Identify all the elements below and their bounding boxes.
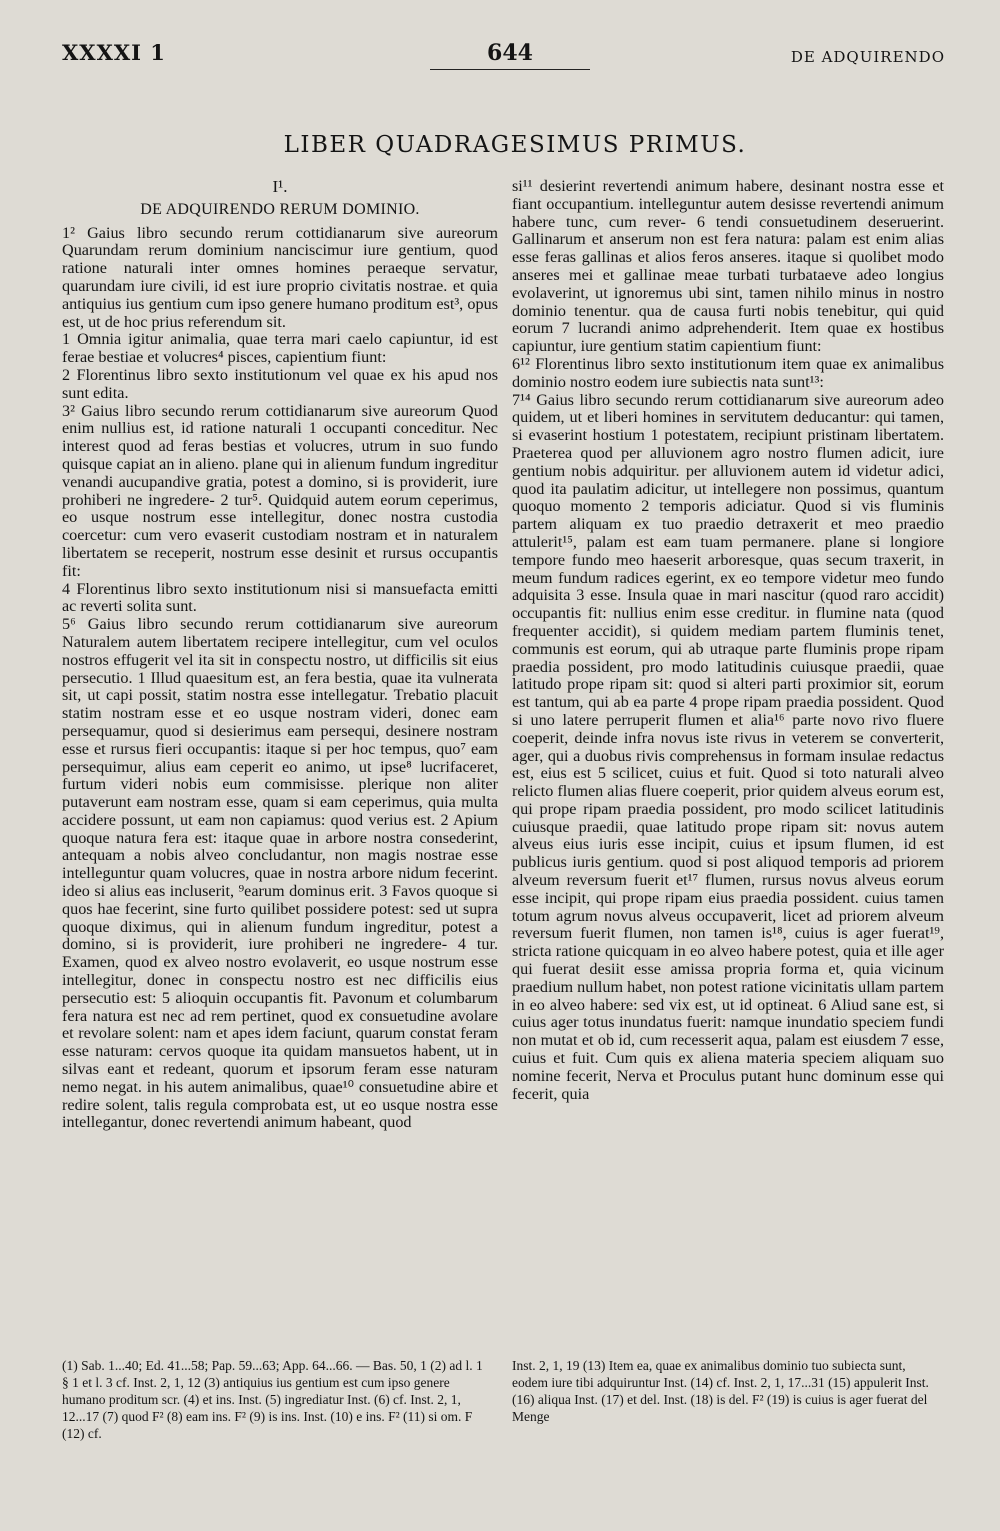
- title-heading: DE ADQUIRENDO RERUM DOMINIO.: [140, 200, 420, 218]
- paragraph: 4 Florentinus libro sexto institutionum nisi si mansuefacta emitti ac reverti solita sunt.: [62, 579, 498, 616]
- header-rule: [430, 69, 590, 70]
- paragraph: 5⁶ Gaius libro secundo rerum cottidianarum sive aureorum Naturalem autem libertatem recipere intellegitur, cum vel oculos nostros effugerit vel ita sit in conspectu nostro, ut difficilis sit eius persecutio. 1 Illud quaesitum est, an fera bestia, quae ita vulnerata sit, ut capi possit, statim nostra esse intellegatur. Trebatio placuit statim nostram esse et eo usque nostram videri, donec eam persequamur, quod si desierimus eam persequi, desinere nostram esse et rursus fieri occupantis: itaque si per hoc tempus, quo⁷ eam persequimur, alius eam ceperit eo animo, ut ipse⁸ lucrifaceret, furtum videri nobis eum commisisse. plerique non aliter putaverunt eam nostram esse, quam si eam ceperimus, quia multa accidere possunt, ut eam non capiamus: quod verius est. 2 Apium quoque natura fera est: itaque quae in arbore nostra consederint, antequam a nobis alveo concludantur, non magis nostrae esse intelleguntur quam volucres, quae in nostra arbore nidum fecerint. ideo si alius eas incluserit, ⁹earum dominus erit. 3 Favos quoque si quos hae fecerint, sine furto quilibet possidere potest: sed ut supra quoque diximus, qui in alienum fundum ingreditur, potest a domino, si is providerit, iure prohiberi ne ingredere- 4 tur. Examen, quod ex alveo nostro evolaverit, eo usque nostrum esse intellegitur, donec in conspectu nostro est nec difficilis eius persecutio est: 5 alioquin occupantis fit. Pavonum et columbarum fera natura est nec ad rem pertinet, quod ex consuetudine avolare et revolare solent: nam et apes idem faciunt, quarum constat feram esse naturam: cervos quoque ita quidam mansuetos habent, ut in silvas eant et redeant, quorum et ipsorum feram esse naturam nemo negat. in his autem animalibus, quae¹⁰ consuetudine abire et redire solent, talis regula comprobata est, ut eo usque nostra esse intellegantur, donec revertendi animum habeant, quod: [62, 615, 498, 1132]
- paragraph: si¹¹ desierint revertendi animum habere, desinant nostra esse et fiant occupantium. intelleguntur autem desisse revertendi animum habere tunc, cum rever- 6 tendi consuetudinem deseruerint. Gallinarum et anserum non est fera natura: palam est enim alias esse feras gallinas et alios feros anseres. itaque si quolibet modo anseres mei et gallinae meae turbati turbataeve adeo longius evolaverint, ut ignoremus ubi sint, tamen nihilo minus in nostro dominio tenentur. qua de causa furti nobis tenebitur, qui quid eorum 7 lucrandi animo adprehenderit. Item quae ex hostibus capiuntur, iure gentium statim capientium fiunt:: [512, 177, 944, 356]
- footnotes-left: (1) Sab. 1...40; Ed. 41...58; Pap. 59...63; App. 64...66. — Bas. 50, 1 (2) ad l. 1 § 1 et l. 3 cf. Inst. 2, 1, 12 (3) antiquius ius gentium est cum ipso genere humano proditum scr. (4) et ins. Inst. (5) ingrediatur Inst. (6) cf. Inst. 2, 1, 12...17 (7) quod F² (8) eam ins. F² (9) is ins. Inst. (10) e ins. F² (11) si om. F (12) cf.: [62, 1358, 483, 1441]
- running-header: [0, 40, 1000, 80]
- header-book-title-ref: XXXXI 1: [62, 40, 166, 65]
- page-number: 644: [487, 40, 533, 66]
- book-title: LIBER QUADRAGESIMUS PRIMUS.: [283, 132, 747, 158]
- paragraph: 1 Omnia igitur animalia, quae terra mari caelo capiuntur, id est ferae bestiae et volucres⁴ pisces, capientium fiunt:: [62, 330, 498, 367]
- paragraph: 1² Gaius libro secundo rerum cottidianarum sive aureorum Quarundam rerum dominium nanciscimur iure gentium, quod ratione naturali inter omnes homines peraeque servatur, quarundam iure civili, id est iure proprio civitatis nostrae. et quia antiquius ius gentium cum ipso genere humano proditum est³, opus est, ut de hoc prius referendum sit.: [62, 223, 498, 331]
- title-number: I¹.: [272, 177, 288, 196]
- paragraph: 6¹² Florentinus libro sexto institutionum item quae ex animalibus dominio nostro eodem iure subiectis nata sunt¹³:: [512, 354, 944, 391]
- footnotes-right: Inst. 2, 1, 19 (13) Item ea, quae ex animalibus dominio tuo subiecta sunt, eodem iure tibi adquiruntur Inst. (14) cf. Inst. 2, 1, 17...31 (15) appulerit Inst. (16) aliqua Inst. (17) et del. Inst. (18) is del. F² (19) is cuius is ager fuerat del Menge: [512, 1358, 929, 1424]
- right-column: [512, 178, 944, 1103]
- header-running-title: DE ADQUIRENDO: [790, 48, 945, 66]
- paragraph: 7¹⁴ Gaius libro secundo rerum cottidianarum sive aureorum adeo quidem, ut et liberi homines in servitutem deducantur: qui tamen, si evaserint hostium 1 potestatem, recipiunt pristinam libertatem. Praeterea quod per alluvionem agro nostro flumen adicit, iure gentium nobis adquiritur. per alluvionem autem id videtur adici, quod ita paulatim adicitur, ut intellegere non possimus, quantum quoquo momento 2 temporis adiciatur. Quod si vis fluminis partem aliquam ex tuo praedio detraxerit et meo praedio attulerit¹⁵, palam est eam tuam permanere. plane si longiore tempore fundo meo haeserit arboresque, quas secum traxerit, in meum fundum radices egerint, ex eo tempore videtur meo fundo adquisita 3 esse. Insula quae in mari nascitur (quod raro accidit) occupantis fit: nullius enim esse creditur. in flumine nata (quod frequenter accidit), si quidem mediam partem fluminis tenet, communis est eorum, qui ab utraque parte fluminis prope ripam praedia possident, pro modo latitudinis cuiusque praedii, quae latitudo prope ripam sit: quod si alteri parti proximior sit, eorum est tantum, qui ab ea parte 4 prope ripam praedia possident. Quod si uno latere perruperit flumen et alia¹⁶ parte novo rivo fluere coeperit, deinde infra novus iste rivus in veterem se converterit, ager, qui a duobus rivis comprehensus in formam insulae redactus est, eius est 5 scilicet, cuius et fuit. Quod si toto naturali alveo relicto flumen alias fluere coeperit, prior quidem alveus eorum est, qui prope ripam praedia possident, pro modo scilicet latitudinis cuiusque praedii, quae latitudo prope ripam sit: novus autem alveus eius iuris esse incipit, cuius et ipsum flumen, id est publicus iuris gentium. quod si post aliquod temporis ad priorem alveum reversum fuerit et¹⁷ flumen, rursus novus alveus eorum esse incipit, qui prope ripam eius praedia possident. cuius tamen totum agrum novus alveus occupaverit, licet ad priorem alveum reversum fuerit flumen, non tamen is¹⁸, cuius is ager fuerat¹⁹, stricta ratione quicquam in eo alveo habere potest, quia et ille ager qui fuerat desiit esse amissa propria forma et, quia vicinum praedium nullum habet, non potest ratione vicinitatis ullam partem in eo alveo habere: sed vix est, ut id optineat. 6 Aliud sane est, si cuius ager totus inundatus fuerit: namque inundatio speciem fundi non mutat et ob id, cum recesserit aqua, palam est eiusdem 7 esse, cuius et fuit. Cum quis ex aliena materia speciem aliquam suo nomine fecerit, Nerva et Proculus putant hunc dominum esse qui fecerit, quia: [512, 390, 945, 1103]
- paragraph: 3² Gaius libro secundo rerum cottidianarum sive aureorum Quod enim nullius est, id ratione naturali 1 occupanti conceditur. Nec interest quod ad feras bestias et volucres, utrum in suo fundo quisque capiat an in alieno. plane qui in alienum fundum ingreditur venandi aucupandive gratia, potest a domino, si is providerit, iure prohiberi ne ingredere- 2 tur⁵. Quidquid autem eorum ceperimus, eo usque nostrum esse intellegitur, donec nostra custodia coercetur: cum vero evaserit custodiam nostram et in naturalem libertatem se receperit, nostrum esse desinit et rursus occupantis fit:: [62, 401, 498, 580]
- left-column: [62, 178, 498, 1132]
- paragraph: 2 Florentinus libro sexto institutionum vel quae ex his apud nos sunt edita.: [62, 365, 498, 402]
